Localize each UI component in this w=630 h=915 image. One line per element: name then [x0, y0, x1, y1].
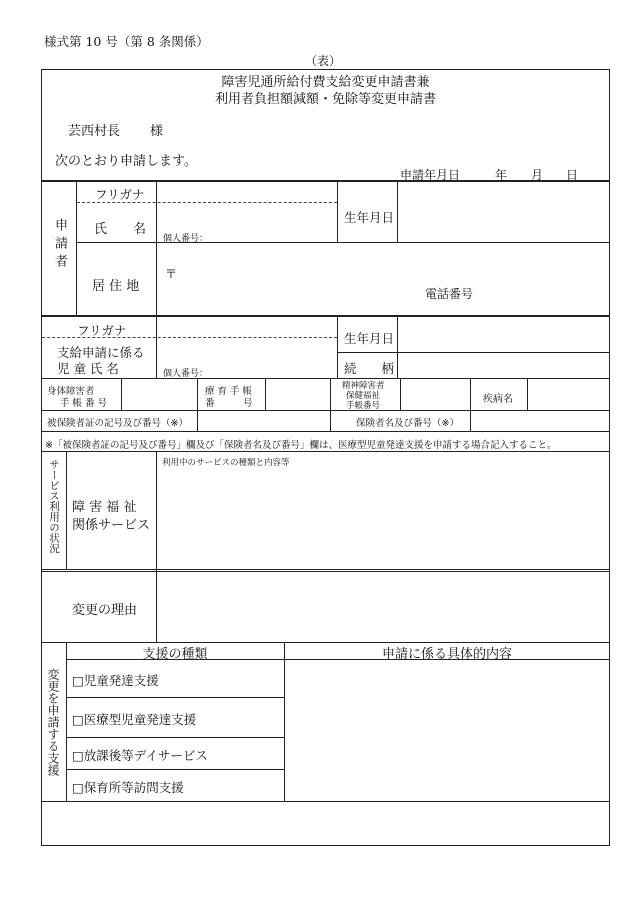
- form-number: 様式第 10 号（第 8 条関係）: [44, 34, 209, 49]
- support-content-field[interactable]: [286, 661, 608, 799]
- applicant-personal-number-field[interactable]: [215, 226, 333, 240]
- form-title-line2: 利用者負担額減額・免除等変更申請書: [214, 92, 436, 107]
- applicant-furigana-label: フリガナ: [95, 187, 145, 202]
- application-date-label: 申請年月日: [400, 168, 461, 182]
- applicant-name-field[interactable]: [158, 204, 335, 224]
- support-option-child-development[interactable]: □児童発達支援: [72, 673, 159, 688]
- form-title-line1: 障害児通所給付費支給変更申請書兼: [221, 75, 430, 90]
- service-side-label: サービス利用の状況: [48, 459, 60, 554]
- mental-handbook-label-line1: 精神障害者: [342, 381, 385, 391]
- child-name-label-line1: 支給申請に係る: [57, 345, 145, 360]
- physical-handbook-field[interactable]: [123, 380, 195, 408]
- support-option-medical-child-development[interactable]: □医療型児童発達支援: [72, 712, 197, 727]
- support-side-label: 変更を申請する支援: [46, 668, 60, 776]
- support-type-header: 支援の種類: [142, 647, 208, 662]
- date-year: 年: [495, 168, 508, 182]
- disease-field[interactable]: [529, 380, 608, 408]
- physical-handbook-label-line1: 身体障害者: [47, 386, 95, 397]
- date-month: 月: [531, 168, 544, 182]
- disease-label: 疾病名: [483, 394, 513, 405]
- phone-field[interactable]: [480, 286, 606, 308]
- applicant-furigana-field[interactable]: [158, 182, 335, 200]
- mental-handbook-label-line2: 保健福祉: [346, 391, 381, 401]
- date-day: 日: [566, 168, 579, 182]
- child-birth-field[interactable]: [399, 317, 609, 350]
- mental-handbook-field[interactable]: [402, 380, 468, 408]
- intro-text: 次のとおり申請します。: [55, 154, 197, 169]
- child-name-label-line2: 児 童 氏 名: [57, 361, 119, 376]
- postal-mark: 〒: [165, 267, 178, 281]
- applicant-address-label: 居 住 地: [92, 279, 140, 294]
- phone-label: 電話番号: [425, 287, 474, 301]
- applicant-birth-field[interactable]: [399, 182, 609, 240]
- applicant-side-label: 申請者: [52, 218, 67, 272]
- service-label-line1: 障 害 福 祉: [72, 500, 137, 515]
- insurer-label: 保険者名及び番号（※）: [356, 418, 459, 429]
- support-option-nursery-visit-support[interactable]: □保育所等訪問支援: [72, 780, 184, 795]
- child-furigana-field[interactable]: [158, 317, 335, 335]
- note-text: ※「被保険者証の記号及び番号」欄及び「保険者名及び番号」欄は、医療型児童発達支援を申請する場合記入すること。: [45, 440, 557, 451]
- ryoiku-handbook-field[interactable]: [267, 380, 328, 408]
- applicant-name-label: 氏 名: [94, 222, 147, 237]
- addressee-honorific: 様: [150, 124, 164, 139]
- child-personal-number-label: 個人番号：: [163, 369, 209, 379]
- insurer-field[interactable]: [472, 412, 608, 429]
- ryoiku-handbook-label-line2: 番 号: [205, 398, 253, 409]
- reason-label: 変更の理由: [72, 603, 138, 618]
- physical-handbook-label-line2: 手 帳 番 号: [60, 398, 108, 409]
- support-option-after-school-day-service[interactable]: □放課後等デイサービス: [72, 748, 208, 763]
- applicant-personal-number-label: 個人番号：: [163, 234, 209, 244]
- child-birth-label: 生年月日: [344, 331, 395, 346]
- ryoiku-handbook-label-line1: 療 育 手 帳: [205, 386, 253, 397]
- applicant-address-field[interactable]: [158, 244, 608, 284]
- service-label-line2: 関係サービス: [72, 518, 151, 533]
- addressee: 芸西村長: [68, 124, 121, 139]
- child-furigana-label: フリガナ: [77, 323, 127, 338]
- child-name-field[interactable]: [158, 339, 335, 363]
- service-content-field[interactable]: [158, 470, 608, 566]
- relationship-label: 続 柄: [344, 361, 395, 376]
- bottom-blank-area: [42, 802, 609, 845]
- support-content-header: 申請に係る具体的内容: [381, 647, 512, 662]
- relationship-field[interactable]: [399, 354, 609, 376]
- applicant-birth-label: 生年月日: [344, 210, 395, 225]
- insured-card-label: 被保険者証の記号及び番号（※）: [47, 418, 188, 429]
- mental-handbook-label-line3: 手帳番号: [346, 401, 381, 411]
- service-content-hint: 利用中のサービスの種類と内容等: [162, 458, 290, 468]
- insured-card-field[interactable]: [199, 412, 328, 429]
- reason-field[interactable]: [158, 574, 608, 640]
- front-label: （表）: [305, 54, 342, 68]
